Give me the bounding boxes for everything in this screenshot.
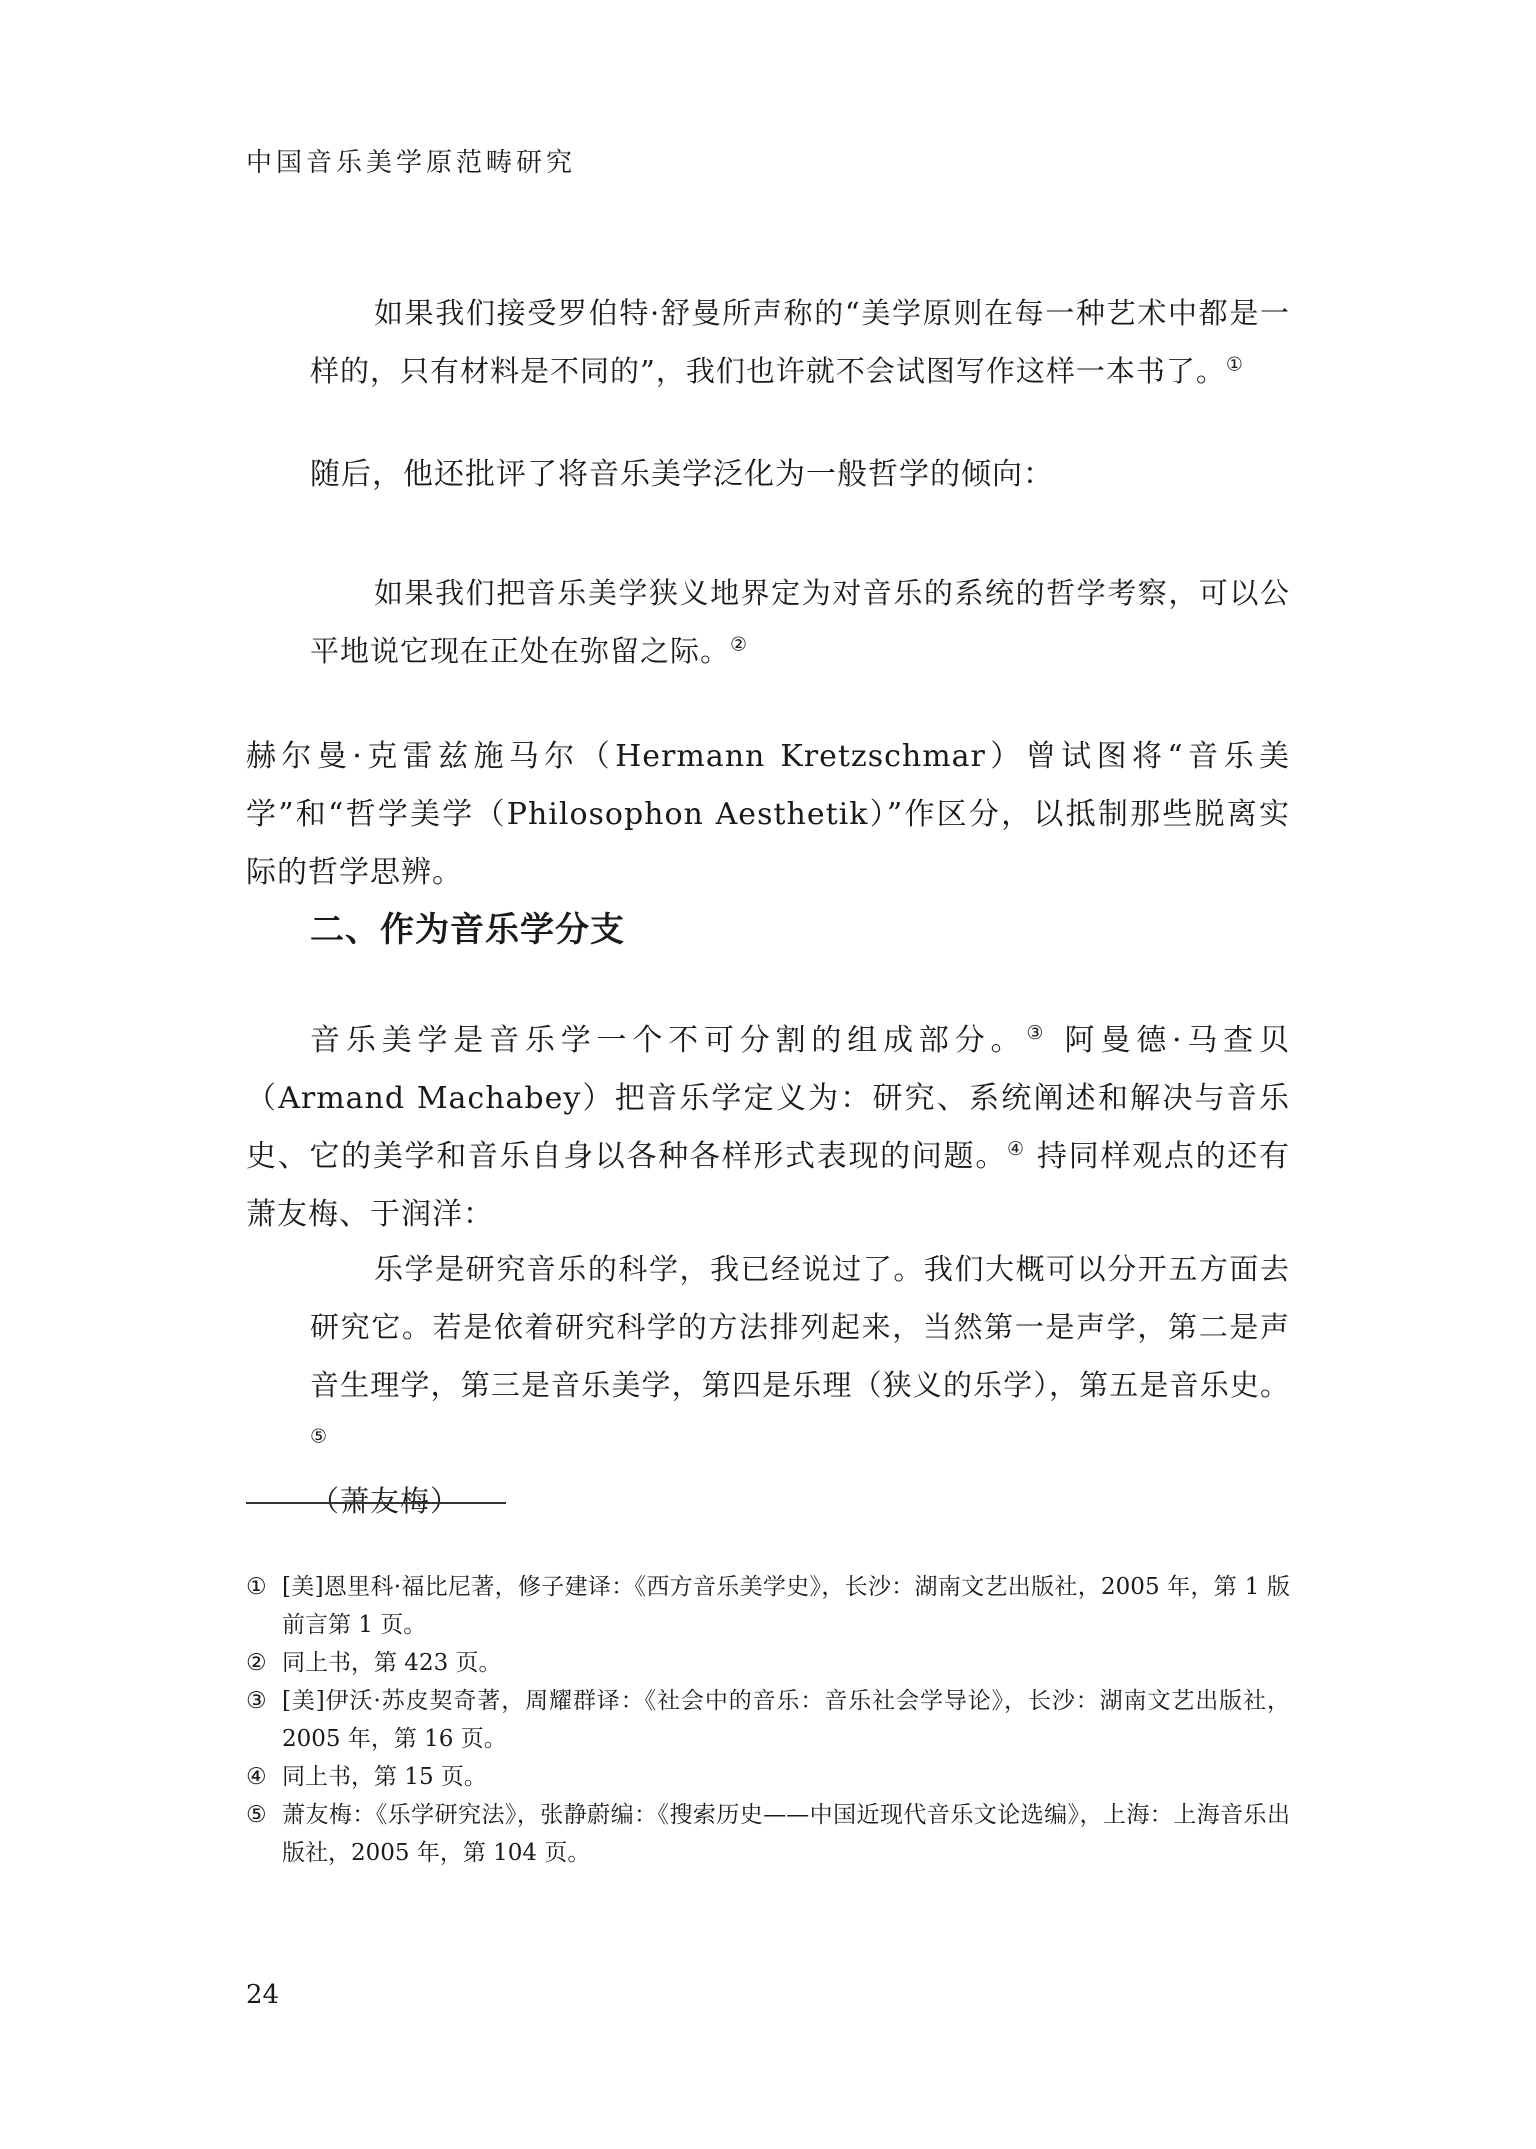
footnote-item [246, 1796, 1290, 1872]
footnote-item [246, 1682, 1290, 1758]
quote-attribution: （萧友梅） [310, 1484, 461, 1518]
footnote-mark: ④ [246, 1764, 267, 1790]
footnote-mark: ① [246, 1574, 267, 1600]
footnote-text: 同上书，第 423 页。 [282, 1650, 502, 1676]
paragraph-kretzschmar [246, 728, 1290, 902]
footnote-mark: ② [246, 1650, 267, 1676]
footnote-ref[interactable]: ① [1225, 353, 1244, 376]
quote-text: 如果我们接受罗伯特·舒曼所声称的“美学原则在每一种艺术中都是一样的，只有材料是不同的”，我们也许就不会试图写作这样一本书了。 [310, 296, 1290, 388]
paragraph-criticism [246, 446, 1290, 504]
section-heading: 二、作为音乐学分支 [310, 910, 625, 950]
footnote-mark: ⑤ [246, 1802, 267, 1828]
page-number: 24 [246, 1980, 280, 2010]
paragraph-musicology [246, 1012, 1290, 1244]
footnote-ref[interactable]: ⑤ [310, 1425, 329, 1448]
quote-text: 如果我们把音乐美学狭义地界定为对音乐的系统的哲学考察，可以公平地说它现在正处在弥留之际。 [310, 576, 1290, 668]
paragraph-text: 赫尔曼·克雷兹施马尔（Hermann Kretzschmar）曾试图将“音乐美学”和“哲学美学（Philosophon Aesthetik）”作区分，以抵制那些脱离实际的哲学思辨。 [246, 739, 1290, 890]
footnote-ref[interactable]: ③ [1026, 1022, 1050, 1044]
paragraph-text: 音乐美学是音乐学一个不可分割的组成部分。 [310, 1023, 1027, 1058]
footnote-item [246, 1644, 1290, 1682]
footnote-text: 同上书，第 15 页。 [282, 1764, 487, 1790]
footnote-text: 萧友梅：《乐学研究法》，张静蔚编：《搜索历史——中国近现代音乐文论选编》，上海：上海音乐出版社，2005 年，第 104 页。 [282, 1802, 1290, 1866]
paragraph-text: 阿曼德·马查贝（Armand Machabey）把音乐学定义为：研究、系统阐述和解决与音乐史、它的美学和音乐自身以各种各样形式表现的问题。 [246, 1023, 1290, 1174]
footnote-item [246, 1758, 1290, 1796]
quote-text: 乐学是研究音乐的科学，我已经说过了。我们大概可以分开五方面去研究它。若是依着研究科学的方法排列起来，当然第一是声学，第二是声音生理学，第三是音乐美学，第四是乐理（狭义的乐学），第五是音乐史。 [310, 1252, 1290, 1402]
paragraph-text: 随后，他还批评了将音乐美学泛化为一般哲学的倾向： [310, 457, 1054, 492]
running-head: 中国音乐美学原范畴研究 [246, 148, 577, 178]
footnote-ref[interactable]: ④ [1007, 1138, 1026, 1160]
paragraph-text: 持同样观点的还有萧友梅、于润洋： [246, 1139, 1290, 1232]
block-quote-schumann [310, 284, 1290, 400]
footnote-mark: ③ [246, 1688, 267, 1714]
footnote-ref[interactable]: ② [730, 633, 749, 656]
block-quote-philosophy [310, 564, 1290, 680]
block-quote-xiao-youmei [310, 1240, 1290, 1530]
footnote-list [246, 1568, 1290, 1872]
footnote-text: [美]恩里科·福比尼著，修子建译：《西方音乐美学史》，长沙：湖南文艺出版社，2005 年，第 1 版前言第 1 页。 [282, 1574, 1290, 1638]
footnote-divider [246, 1502, 506, 1504]
footnote-text: [美]伊沃·苏皮契奇著，周耀群译：《社会中的音乐：音乐社会学导论》，长沙：湖南文艺出版社，2005 年，第 16 页。 [282, 1688, 1290, 1752]
footnote-item [246, 1568, 1290, 1644]
